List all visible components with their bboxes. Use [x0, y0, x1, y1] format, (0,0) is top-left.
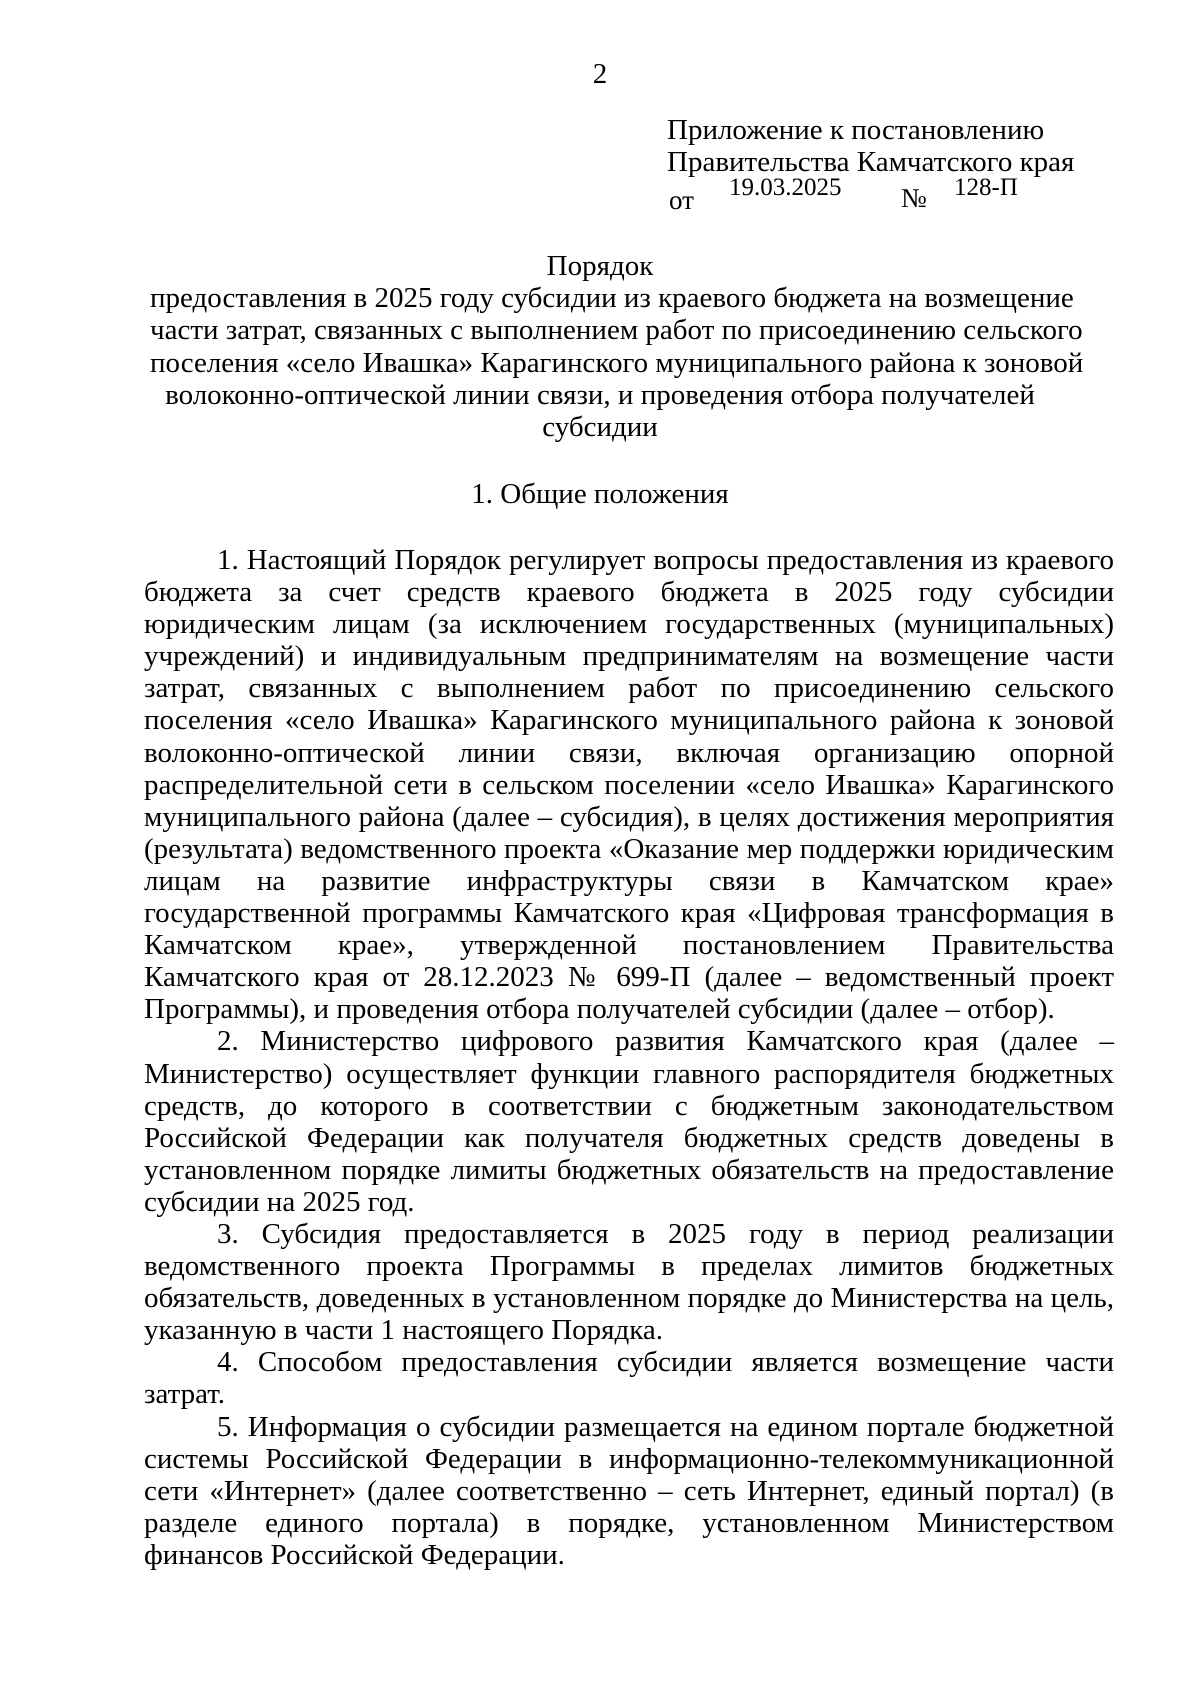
- paragraph-5: 5. Информация о субсидии размещается на едином портале бюджетной системы Российской Федерации в информационно-телекоммуникационной сети «Интернет» (далее соответственно – сеть Интернет, единый портал) (в разделе единого портала) в порядке, установленном Министерством финансов Российской Федерации.: [144, 1410, 1114, 1571]
- appendix-date-line: [667, 174, 1074, 215]
- document-title: [150, 250, 1084, 444]
- paragraph-1: 1. Настоящий Порядок регулирует вопросы предоставления из краевого бюджета за счет средств краевого бюджета в 2025 году субсидии юридическим лицам (за исключением государственных (муниципальных) учреждений) и индивидуальным предпринимателям на возмещение части затрат, связанных с выполнением работ по присоединению сельского поселения «село Ивашка» Карагинского муниципального района к зоновой волоконно-оптической линии связи, включая организацию опорной распределительной сети в сельском поселении «село Ивашка» Карагинского муниципального района (далее – субсидия), в целях достижения мероприятия (результата) ведомственного проекта «Оказание мер поддержки юридическим лицам на развитие инфраструктуры связи в Камчатском крае» государственной программы Камчатского края «Цифровая трансформация в Камчатском крае», утвержденной постановлением Правительства Камчатского края от 28.12.2023 № 699-П (далее – ведомственный проект Программы), и проведения отбора получателей субсидии (далее – отбор).: [144, 544, 1114, 1026]
- title-line-6: субсидии: [542, 411, 658, 444]
- appendix-line-1: Приложение к постановлению: [667, 114, 1045, 146]
- number-sign: №: [901, 183, 927, 213]
- title-line-2: предоставления в 2025 году субсидии из краевого бюджета на возмещение: [150, 282, 1074, 315]
- title-line-3: части затрат, связанных с выполнением работ по присоединению сельского: [150, 314, 1083, 347]
- from-label: от: [669, 185, 694, 215]
- appendix-line-2: Правительства Камчатского края: [667, 146, 1075, 178]
- resolution-date: 19.03.2025: [729, 174, 842, 201]
- title-line-4: поселения «село Ивашка» Карагинского муниципального района к зоновой: [150, 346, 1084, 379]
- body-text: [144, 544, 1114, 1571]
- title-line-5: волоконно-оптической линии связи, и проведения отбора получателей: [165, 378, 1035, 411]
- resolution-number: 128-П: [954, 174, 1018, 201]
- paragraph-4: 4. Способом предоставления субсидии является возмещение части затрат.: [144, 1346, 1114, 1411]
- page-number: 2: [592, 58, 608, 90]
- paragraph-3: 3. Субсидия предоставляется в 2025 году в период реализации ведомственного проекта Программы в пределах лимитов бюджетных обязательств, доведенных в установленном порядке до Министерства на цель, указанную в части 1 настоящего Порядка.: [144, 1217, 1114, 1347]
- section-heading: 1. Общие положения: [471, 478, 729, 510]
- title-line-1: Порядок: [546, 250, 654, 282]
- paragraph-2: 2. Министерство цифрового развития Камчатского края (далее – Министерство) осуществляет функции главного распорядителя бюджетных средств, до которого в соответствии с бюджетным законодательством Российской Федерации как получателя бюджетных средств доведены в установленном порядке лимиты бюджетных обязательств на предоставление субсидии на 2025 год.: [144, 1025, 1114, 1218]
- appendix-block: [667, 114, 1075, 215]
